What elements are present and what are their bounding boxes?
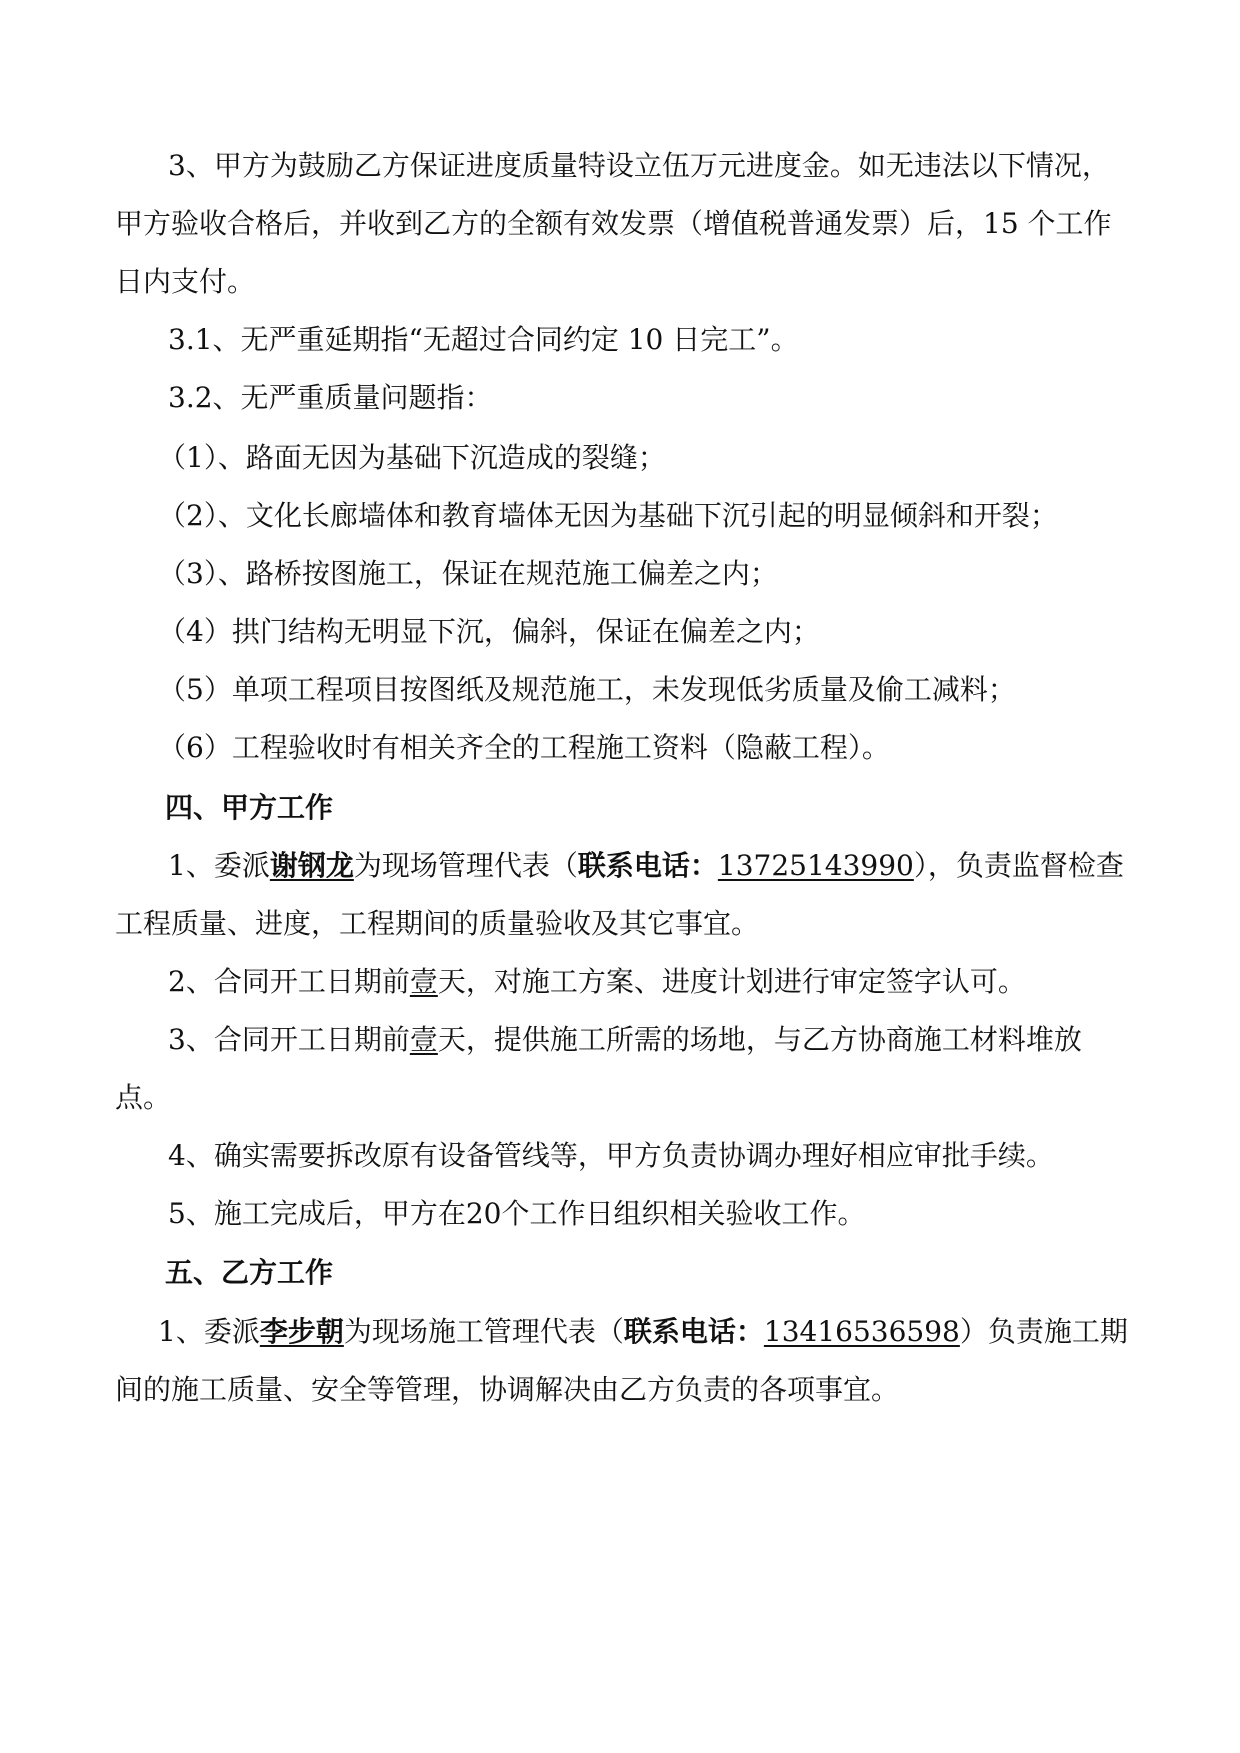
clause-3-line-2: 甲方验收合格后，并收到乙方的全额有效发票（增值税普通发票）后，15 个工作 bbox=[115, 207, 1112, 240]
section-4-item-5: 5、施工完成后，甲方在20个工作日组织相关验收工作。 bbox=[168, 1197, 866, 1230]
text-segment: 2、合同开工日期前 bbox=[168, 965, 410, 998]
item-3: （3）、路桥按图施工，保证在规范施工偏差之内； bbox=[158, 557, 778, 590]
text-segment: 1、委派 bbox=[168, 849, 270, 882]
item-4: （4）拱门结构无明显下沉，偏斜，保证在偏差之内； bbox=[158, 615, 820, 648]
clause-3-line-1: 3、甲方为鼓励乙方保证进度质量特设立伍万元进度金。如无违法以下情况， bbox=[168, 149, 1110, 182]
section-4-item-4: 4、确实需要拆改原有设备管线等，甲方负责协调办理好相应审批手续。 bbox=[168, 1139, 1054, 1172]
section-5-item-1-line-2: 间的施工质量、安全等管理，协调解决由乙方负责的各项事宜。 bbox=[115, 1373, 900, 1406]
section-4-item-2 bbox=[168, 964, 1188, 1000]
clause-3-2: 3.2、无严重质量问题指： bbox=[168, 381, 493, 414]
representative-name: 李步朝 bbox=[259, 1315, 344, 1348]
text-segment: 天，提供施工所需的场地，与乙方协商施工材料堆放 bbox=[437, 1023, 1082, 1056]
phone-number: 13416536598 bbox=[763, 1315, 960, 1348]
item-5: （5）单项工程项目按图纸及规范施工，未发现低劣质量及偷工减料； bbox=[158, 673, 1016, 706]
item-1: （1）、路面无因为基础下沉造成的裂缝； bbox=[158, 441, 666, 474]
item-6: （6）工程验收时有相关齐全的工程施工资料（隐蔽工程）。 bbox=[158, 731, 890, 764]
section-4-item-3-line-1 bbox=[168, 1022, 1188, 1058]
text-segment: 为现场管理代表（ bbox=[353, 849, 578, 882]
text-segment: 天，对施工方案、进度计划进行审定签字认可。 bbox=[437, 965, 1026, 998]
phone-label: 联系电话： bbox=[623, 1315, 764, 1348]
text-segment: 1、委派 bbox=[158, 1315, 260, 1348]
clause-3-line-3: 日内支付。 bbox=[115, 265, 256, 298]
text-segment: ），负责监督检查 bbox=[913, 849, 1124, 882]
clause-3-1: 3.1、无严重延期指“无超过合同约定 10 日完工”。 bbox=[168, 323, 799, 356]
section-4-item-1-line-1 bbox=[168, 848, 1188, 884]
section-4-item-3-line-2: 点。 bbox=[115, 1081, 172, 1114]
section-5-heading: 五、乙方工作 bbox=[165, 1256, 334, 1289]
section-4-item-1-line-2: 工程质量、进度，工程期间的质量验收及其它事宜。 bbox=[115, 907, 760, 940]
phone-number: 13725143990 bbox=[717, 849, 914, 882]
text-segment: 3、合同开工日期前 bbox=[168, 1023, 410, 1056]
section-4-heading: 四、甲方工作 bbox=[165, 791, 334, 824]
representative-name: 谢钢龙 bbox=[269, 849, 354, 882]
underlined-days: 壹 bbox=[409, 1023, 438, 1056]
phone-label: 联系电话： bbox=[577, 849, 718, 882]
text-segment: ）负责施工期 bbox=[959, 1315, 1128, 1348]
text-segment: 为现场施工管理代表（ bbox=[343, 1315, 624, 1348]
item-2: （2）、文化长廊墙体和教育墙体无因为基础下沉引起的明显倾斜和开裂； bbox=[158, 499, 1058, 532]
section-5-item-1-line-1 bbox=[158, 1314, 1178, 1350]
underlined-days: 壹 bbox=[409, 965, 438, 998]
